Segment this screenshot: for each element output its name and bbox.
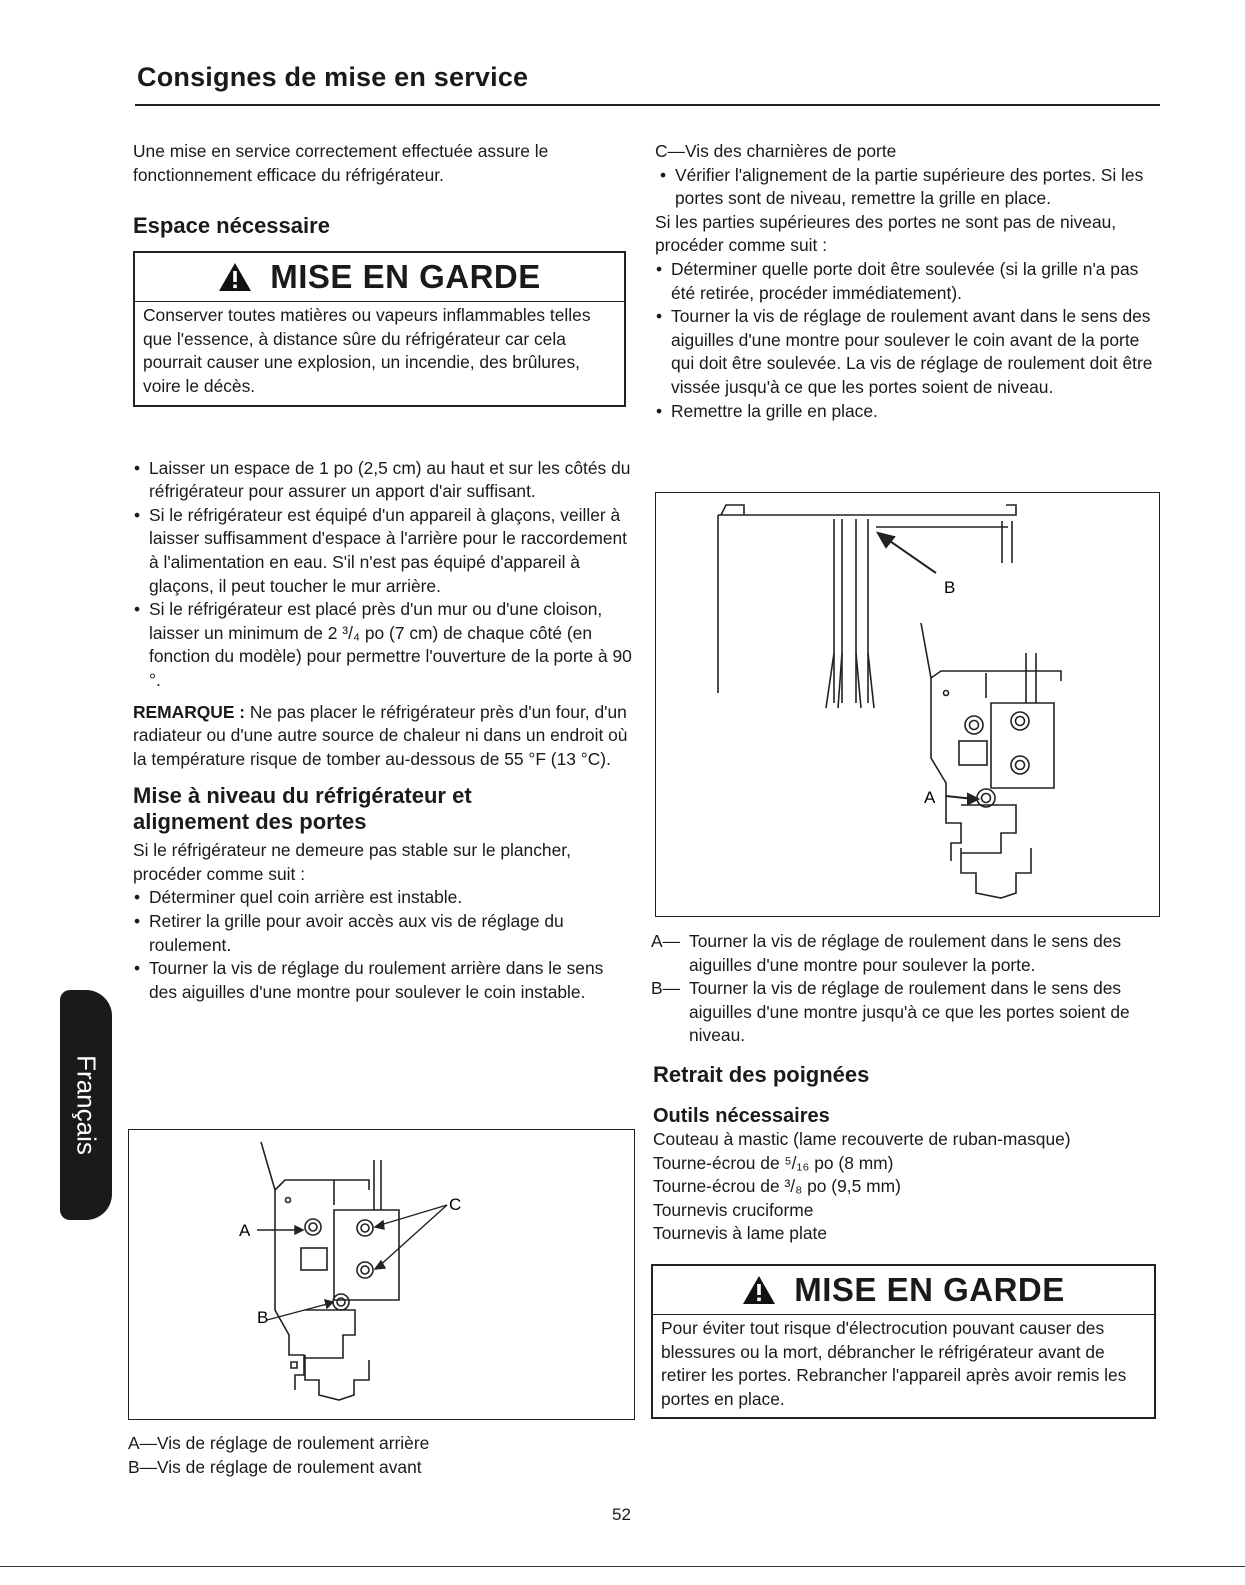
warning-box-flammables	[133, 251, 626, 406]
warning-text: Pour éviter tout risque d'électrocution pouvant causer des blessures ou la mort, débrancher le réfrigérateur avant de retirer les portes. Rebrancher l'appareil après avoir remis les portes en place.	[661, 1318, 1127, 1409]
list-item: • Déterminer quel coin arrière est instable.	[133, 886, 633, 910]
adjust-bullet-list	[655, 258, 1160, 423]
list-item: • Tourner la vis de réglage du roulement arrière dans le sens des aiguilles d'une montre pour soulever le coin instable.	[133, 957, 633, 1004]
right-column	[655, 140, 1160, 423]
figure-label-b: B	[257, 1308, 269, 1327]
handles-section	[653, 1062, 1158, 1246]
caption-b	[651, 977, 1161, 1048]
caption-text: Tourner la vis de réglage de roulement dans le sens des aiguilles d'une montre pour soulever la porte.	[689, 931, 1122, 975]
page-number: 52	[612, 1505, 631, 1524]
leveling-bullet-list	[133, 886, 633, 1004]
figure-label-c: C	[449, 1195, 462, 1214]
door-alignment-illustration	[656, 493, 1158, 915]
caption-text: Tourner la vis de réglage de roulement dans le sens des aiguilles d'une montre jusqu'à ce que les portes soient de niveau.	[689, 978, 1130, 1046]
list-item: • Remettre la grille en place.	[655, 400, 1160, 424]
caption-a	[651, 930, 1161, 977]
space-bullet-list	[133, 457, 633, 693]
list-item: • Vérifier l'alignement de la partie supérieure des portes. Si les portes sont de niveau, remettre la grille en place.	[659, 164, 1160, 211]
list-item: • Déterminer quelle porte doit être soulevée (si la grille n'a pas été retirée, procéder immédiatement).	[655, 258, 1160, 305]
language-tab-label: Français	[71, 1055, 102, 1155]
bottom-divider	[0, 1566, 1245, 1567]
list-item: • Laisser un espace de 1 po (2,5 cm) au haut et sur les côtés du réfrigérateur pour assurer un apport d'air suffisant.	[133, 457, 633, 504]
warning-heading: MISE EN GARDE	[794, 1271, 1065, 1308]
right-figure-captions	[651, 930, 1161, 1048]
section-title-leveling: Mise à niveau du réfrigérateur et alignement des portes	[133, 783, 472, 835]
caption-key: B—	[651, 978, 680, 999]
warning-header	[135, 253, 624, 302]
warning-header	[653, 1266, 1154, 1315]
left-figure-captions	[128, 1432, 628, 1479]
page-title: Consignes de mise en service	[137, 62, 529, 92]
caption-b: B—Vis de réglage de roulement avant	[128, 1456, 422, 1477]
section-title-tools: Outils nécessaires	[653, 1105, 830, 1127]
title-divider	[135, 104, 1160, 106]
tool-item: Couteau à mastic (lame recouverte de ruban-masque)	[653, 1129, 1071, 1149]
intro-paragraph: Une mise en service correctement effectuée assure le fonctionnement efficace du réfrigérateur.	[133, 141, 549, 185]
note-text: Ne pas placer le réfrigérateur près d'un four, d'un radiateur ou d'une autre source de chaleur ni dans un endroit où la température risque de tomber au-dessous de 55 °F (13 °C).	[133, 701, 628, 769]
figure-label-a: A	[924, 788, 936, 807]
leveling-intro: Si le réfrigérateur ne demeure pas stable sur le plancher, procéder comme suit :	[133, 840, 571, 884]
warning-triangle-icon	[742, 1275, 776, 1305]
caption-a: A—Vis de réglage de roulement arrière	[128, 1433, 430, 1453]
figure-label-a: A	[239, 1221, 251, 1240]
alignment-bullet-list	[659, 164, 1160, 211]
note-label: REMARQUE :	[133, 701, 246, 722]
caption-key: A—	[651, 931, 680, 951]
section-title-space: Espace nécessaire	[133, 213, 330, 239]
figure-door-alignment	[655, 492, 1160, 917]
list-item: • Si le réfrigérateur est placé près d'un mur ou d'une cloison, laisser un minimum de 2 ³/₄ po (7 cm) de chaque côté (en fonction du modèle) pour permettre l'ouverture de la porte à 90 °.	[133, 598, 633, 692]
roller-assembly-illustration	[129, 1130, 633, 1418]
list-item: • Retirer la grille pour avoir accès aux vis de réglage du roulement.	[133, 910, 633, 957]
warning-text: Conserver toutes matières ou vapeurs inflammables telles que l'essence, à distance sûre du réfrigérateur car cela pourrait causer une explosion, un incendie, des brûlures, voire le décès.	[143, 305, 591, 396]
language-tab	[60, 990, 112, 1220]
warning-heading: MISE EN GARDE	[270, 258, 541, 296]
section-title-handles: Retrait des poignées	[653, 1062, 870, 1087]
tool-item: Tournevis à lame plate	[653, 1223, 827, 1244]
caption-c: C—Vis des charnières de porte	[655, 141, 897, 161]
figure-rear-rollers	[128, 1129, 635, 1420]
warning-triangle-icon	[218, 262, 252, 292]
tool-item: Tourne-écrou de ⁵/₁₆ po (8 mm)	[653, 1152, 894, 1173]
figure-label-b: B	[944, 578, 956, 597]
left-column	[133, 140, 633, 1004]
not-level-paragraph: Si les parties supérieures des portes ne sont pas de niveau, procéder comme suit :	[655, 211, 1117, 256]
tool-item: Tourne-écrou de ³/₈ po (9,5 mm)	[653, 1176, 901, 1197]
list-item: • Si le réfrigérateur est équipé d'un appareil à glaçons, veiller à laisser suffisamment d'espace à l'arrière pour le raccordement à l'alimentation en eau. S'il n'est pas équipé d'appareil à glaçons, il peut toucher le mur arrière.	[133, 504, 633, 598]
tool-item: Tournevis cruciforme	[653, 1199, 814, 1220]
warning-box-electrocution	[651, 1264, 1156, 1419]
note-paragraph	[133, 701, 633, 772]
list-item: • Tourner la vis de réglage de roulement avant dans le sens des aiguilles d'une montre pour soulever le coin avant de la porte qui doit être soulevée. La vis de réglage de roulement doit être vissée jusqu'à ce que les portes soient de niveau.	[655, 305, 1160, 399]
